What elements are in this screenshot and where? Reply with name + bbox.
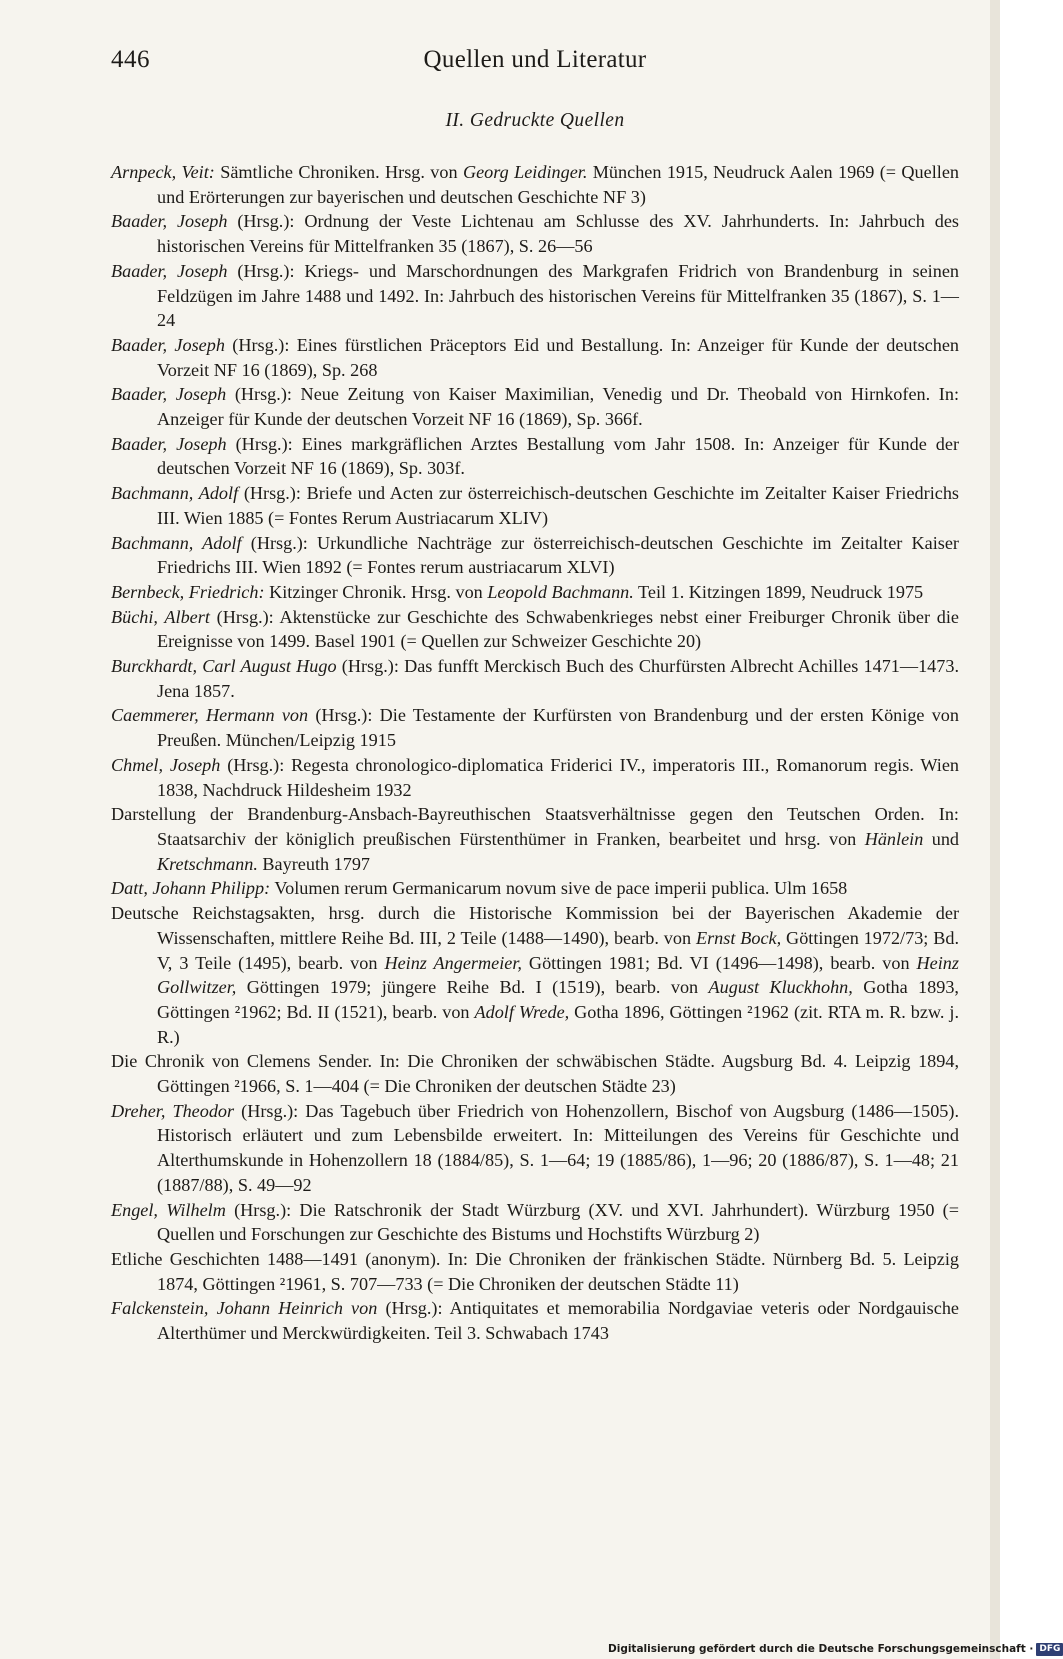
entry-text: (Hrsg.): Ordnung der Veste Lichtenau am Schlusse des XV. Jahrhunderts. In: Jahrbuch des historischen Vereins für Mittelfranken 35 (1867), S. 26—56	[157, 211, 959, 257]
bibliography-entry	[111, 1049, 959, 1098]
entry-author: Baader, Joseph	[111, 211, 228, 232]
entry-text: Darstellung der Brandenburg-Ansbach-Bayreuthischen Staatsverhältnisse gegen den Teutschen Orden. In: Staatsarchiv der königlich preußischen Fürstenthümer in Franken, bearbeitet und hrsg. von	[111, 804, 959, 849]
entry-author: Burckhardt, Carl August Hugo	[111, 656, 337, 677]
entry-text: (Hrsg.): Die Testamente der Kurfürsten von Brandenburg und der ersten Könige von Preußen. München/Leipzig 1915	[157, 705, 959, 751]
entry-text: Volumen rerum Germanicarum novum sive de pace imperii publica. Ulm 1658	[270, 878, 848, 899]
entry-text: Kitzinger Chronik. Hrsg. von	[264, 581, 488, 602]
footer-credit: Digitalisierung gefördert durch die Deutsche Forschungsgemeinschaft · DFG	[608, 1640, 1000, 1659]
bibliography-entry	[111, 160, 959, 209]
entry-editor: Heinz Angermeier,	[384, 952, 522, 973]
entry-editor: Heinz Gollwitzer,	[157, 952, 959, 998]
entry-author: Dreher, Theodor	[111, 1100, 235, 1121]
entry-text: Göttingen 1981; Bd. VI (1496—1498), bearb. von	[521, 952, 917, 973]
entry-editor: Ernst Bock,	[695, 927, 782, 948]
entry-author: Arnpeck, Veit:	[111, 162, 215, 182]
bibliography-entry	[111, 531, 959, 580]
entry-text: Deutsche Reichstagsakten, hrsg. durch die Historische Kommission bei der Bayerischen Akademie der Wissenschaften, mittlere Reihe Bd. III, 2 Teile (1488—1490), bearb. von	[111, 903, 959, 948]
entry-text: (Hrsg.): Eines markgräflichen Arztes Bestallung vom Jahr 1508. In: Anzeiger für Kunde der deutschen Vorzeit NF 16 (1869), Sp. 303f.	[157, 433, 960, 479]
bibliography-entry	[111, 1198, 959, 1247]
entry-text: Etliche Geschichten 1488—1491 (anonym). In: Die Chroniken der fränkischen Städte. Nürnberg Bd. 5. Leipzig 1874, Göttingen ²1961, S. 707—733 (= Die Chroniken der deutschen Städte 11)	[111, 1248, 959, 1294]
bibliography-entry	[111, 259, 959, 333]
entry-editor: Kretschmann.	[157, 853, 258, 874]
entry-author: Falckenstein, Johann Heinrich von	[111, 1298, 378, 1319]
entry-author: Chmel, Joseph	[111, 754, 221, 775]
entry-text: (Hrsg.): Regesta chronologico-diplomatica Friderici IV., imperatoris III., Romanorum regis. Wien 1838, Nachdruck Hildesheim 1932	[157, 754, 959, 800]
bibliography-entry	[111, 802, 959, 876]
dfg-logo-icon: DFG	[1036, 1643, 1063, 1656]
entry-text: Teil 1. Kitzingen 1899, Neudruck 1975	[633, 581, 924, 602]
entry-author: Baader, Joseph	[111, 384, 227, 405]
entry-author: Datt, Johann Philipp:	[111, 878, 271, 899]
bibliography-entry	[111, 481, 959, 530]
entry-text: (Hrsg.): Die Ratschronik der Stadt Würzburg (XV. und XVI. Jahrhundert). Würzburg 1950 (= Quellen und Forschungen zur Geschichte des Bistums und Hochstifts Würzburg 2)	[157, 1199, 960, 1245]
entry-author: Baader, Joseph	[111, 260, 228, 281]
entry-author: Büchi, Albert	[111, 606, 210, 627]
page-number: 446	[111, 46, 150, 73]
entry-text: Bayreuth 1797	[257, 853, 371, 874]
entry-text: (Hrsg.): Das funfft Merckisch Buch des Churfürsten Albrecht Achilles 1471—1473. Jena 1857.	[157, 656, 960, 701]
bibliography-entry	[111, 753, 959, 802]
entry-text: München 1915, Neudruck Aalen 1969 (= Quellen und Erörterungen zur bayerischen und deutschen Geschichte NF 3)	[157, 162, 959, 207]
bibliography-entry	[111, 605, 959, 654]
bibliography-entry	[111, 654, 959, 703]
entry-text: Göttingen 1979; jüngere Reihe Bd. I (1519), bearb. von	[236, 977, 709, 998]
entry-text: (Hrsg.): Neue Zeitung von Kaiser Maximilian, Venedig und Dr. Theobald von Hirnkofen. In: Anzeiger für Kunde der deutschen Vorzeit NF 16 (1869), Sp. 366f.	[157, 384, 960, 430]
bibliography-entry	[111, 1099, 959, 1198]
entry-editor: Adolf Wrede,	[474, 1001, 570, 1022]
entry-text: Gotha 1896, Göttingen ²1962 (zit. RTA m. R. bzw. j. R.)	[157, 1001, 959, 1047]
bibliography-entry	[111, 209, 959, 258]
bibliography-entry	[111, 432, 959, 481]
section-heading: II. Gedruckte Quellen	[445, 110, 625, 131]
entry-author: Baader, Joseph	[111, 433, 227, 454]
entry-text: und	[923, 828, 960, 849]
entry-text: (Hrsg.): Kriegs- und Marschordnungen des Markgrafen Fridrich von Brandenburg in seinen Feldzügen im Jahre 1488 und 1492. In: Jahrbuch des historischen Vereins für Mittelfranken 35 (1867), S. 1—24	[157, 260, 959, 331]
page-header	[111, 46, 959, 86]
bibliography-entry	[111, 333, 959, 382]
entry-text: (Hrsg.): Aktenstücke zur Geschichte des Schwabenkrieges nebst einer Freiburger Chronik über die Ereignisse von 1499. Basel 1901 (= Quellen zur Schweizer Geschichte 20)	[157, 606, 959, 652]
bibliography-entry	[111, 1296, 959, 1345]
entry-editor: Leopold Bachmann.	[487, 581, 634, 602]
entry-author: Baader, Joseph	[111, 334, 225, 355]
entry-text: (Hrsg.): Eines fürstlichen Präceptors Eid und Bestallung. In: Anzeiger für Kunde der deutschen Vorzeit NF 16 (1869), Sp. 268	[157, 334, 959, 380]
credit-text: Digitalisierung gefördert durch die Deutsche Forschungsgemeinschaft	[608, 1643, 1026, 1655]
page-edge	[990, 0, 1000, 1659]
entry-editor: August Kluckhohn,	[708, 977, 853, 998]
entry-text: (Hrsg.): Urkundliche Nachträge zur österreichisch-deutschen Geschichte im Zeitalter Kaiser Friedrichs III. Wien 1892 (= Fontes rerum austriacarum XLVI)	[157, 532, 959, 578]
bibliography-list	[111, 160, 959, 1346]
entry-text: (Hrsg.): Antiquitates et memorabilia Nordgaviae veteris oder Nordgauische Alterthümer und Merckwürdigkeiten. Teil 3. Schwabach 1743	[157, 1298, 960, 1344]
bibliography-entry	[111, 580, 959, 605]
entry-text: Sämtliche Chroniken. Hrsg. von	[214, 162, 463, 182]
bibliography-entry	[111, 703, 959, 752]
bibliography-entry	[111, 901, 959, 1049]
entry-text: (Hrsg.): Das Tagebuch über Friedrich von Hohenzollern, Bischof von Augsburg (1486—1505). Historisch erläutert und zum Lebensbilde erweitert. In: Mitteilungen des Vereins für Geschichte und Alterthumskunde in Hohenzollern 18 (1884/85), S. 1—64; 19 (1885/86), 1—96; 20 (1886/87), S. 1—48; 21 (1887/88), S. 49—92	[157, 1100, 959, 1195]
entry-author: Bachmann, Adolf	[111, 532, 242, 553]
entry-author: Caemmerer, Hermann von	[111, 705, 309, 726]
bibliography-entry	[111, 876, 959, 901]
entry-author: Bachmann, Adolf	[111, 483, 239, 504]
entry-text: Die Chronik von Clemens Sender. In: Die Chroniken der schwäbischen Städte. Augsburg Bd. 4. Leipzig 1894, Göttingen ²1966, S. 1—404 (= Die Chroniken der deutschen Städte 23)	[111, 1051, 959, 1097]
entry-text: Gotha 1893, Göttingen ²1962; Bd. II (1521), bearb. von	[157, 977, 959, 1022]
entry-text: Göttingen 1972/73; Bd. V, 3 Teile (1495), bearb. von	[157, 927, 960, 973]
entry-author: Bernbeck, Friedrich:	[111, 581, 265, 602]
entry-text: (Hrsg.): Briefe und Acten zur österreichisch-deutschen Geschichte im Zeitalter Kaiser Friedrichs III. Wien 1885 (= Fontes Rerum Austriacarum XLIV)	[157, 483, 959, 528]
bibliography-entry	[111, 382, 959, 431]
bibliography-entry	[111, 1247, 959, 1296]
entry-editor: Georg Leidinger.	[462, 162, 588, 182]
entry-author: Engel, Wilhelm	[111, 1199, 226, 1220]
entry-editor: Hänlein	[864, 828, 924, 849]
running-title: Quellen und Literatur	[423, 46, 647, 73]
